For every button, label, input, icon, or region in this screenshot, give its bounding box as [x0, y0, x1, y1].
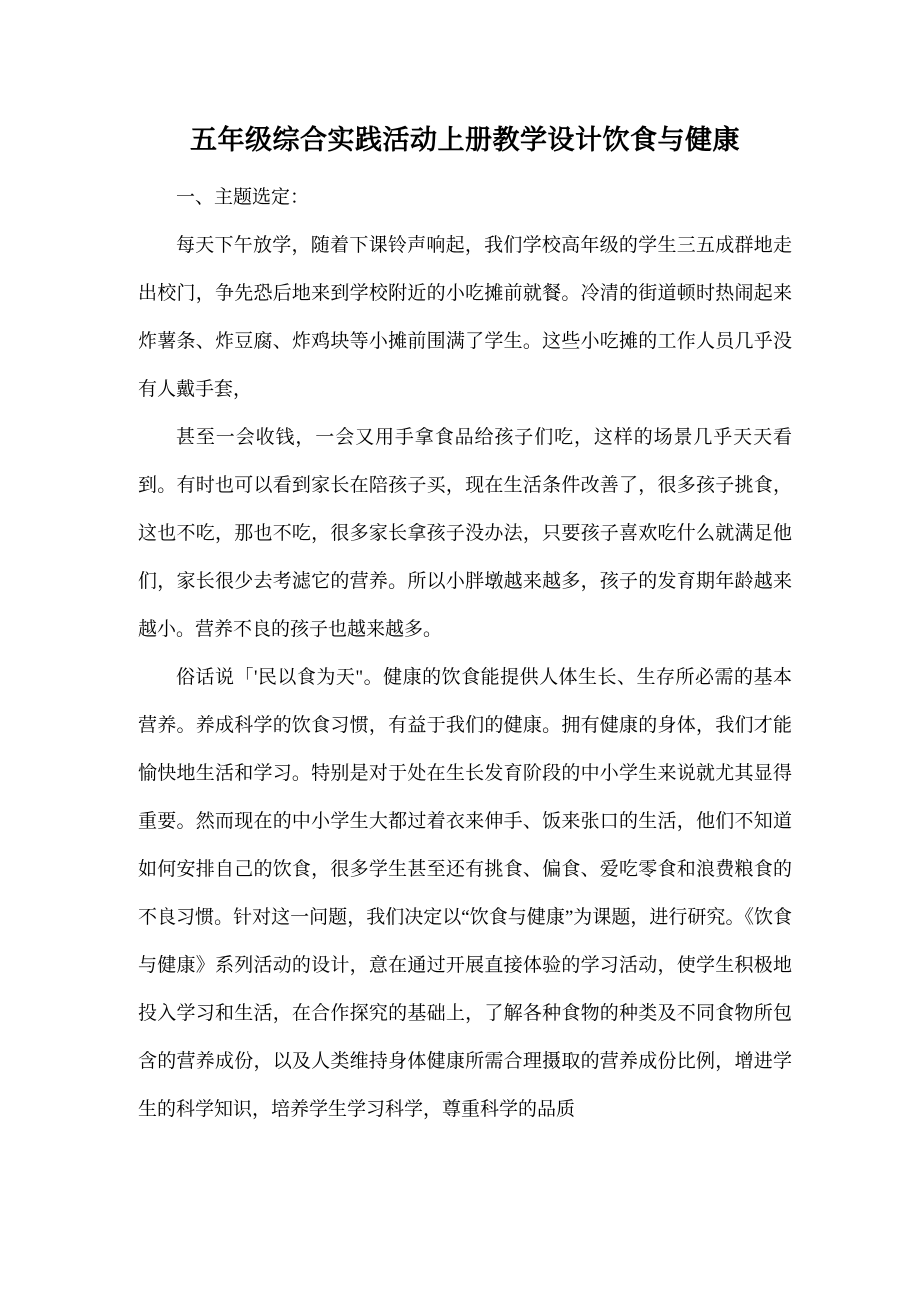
paragraph: 俗话说「'民以食为天"。健康的饮食能提供人体生长、生存所必需的基本营养。养成科学的饮食习惯，有益于我们的健康。拥有健康的身体，我们才能愉快地生活和学习。特别是对于处在生长发育阶段的中小学生来说就尤其显得重要。然而现在的中小学生大都过着衣来伸手、饭来张口的生活，他们不知道如何安排自己的饮食，很多学生甚至还有挑食、偏食、爱吃零食和浪费粮食的不良习惯。针对这一问题，我们决定以“饮食与健康”为课题，进行研究。《饮食与健康》系列活动的设计，意在通过开展直接体验的学习活动，使学生积极地投入学习和生活，在合作探究的基础上，了解各种食物的种类及不同食物所包含的营养成份，以及人类维持身体健康所需合理摄取的营养成份比例，增进学生的科学知识，培养学生学习科学，尊重科学的品质 [138, 667, 792, 1120]
paragraph: 每天下午放学，随着下课铃声响起，我们学校高年级的学生三五成群地走出校门，争先恐后地来到学校附近的小吃摊前就餐。冷清的街道顿时热闹起来炸薯条、炸豆腐、炸鸡块等小摊前围满了学生。这些小吃摊的工作人员几乎没有人戴手套， [138, 235, 792, 400]
paragraph: 甚至一会收钱，一会又用手拿食品给孩子们吃，这样的场景几乎天天看到。有时也可以看到家长在陪孩子买，现在生活条件改善了，很多孩子挑食，这也不吃，那也不吃，很多家长拿孩子没办法，只要孩子喜欢吃什么就满足他们，家长很少去考滤它的营养。所以小胖墩越来越多，孩子的发育期年龄越来越小。营养不良的孩子也越来越多。 [138, 427, 792, 640]
document-title: 五年级综合实践活动上册教学设计饮食与健康 [190, 125, 740, 155]
section-heading: 一、主题选定： [176, 187, 310, 208]
